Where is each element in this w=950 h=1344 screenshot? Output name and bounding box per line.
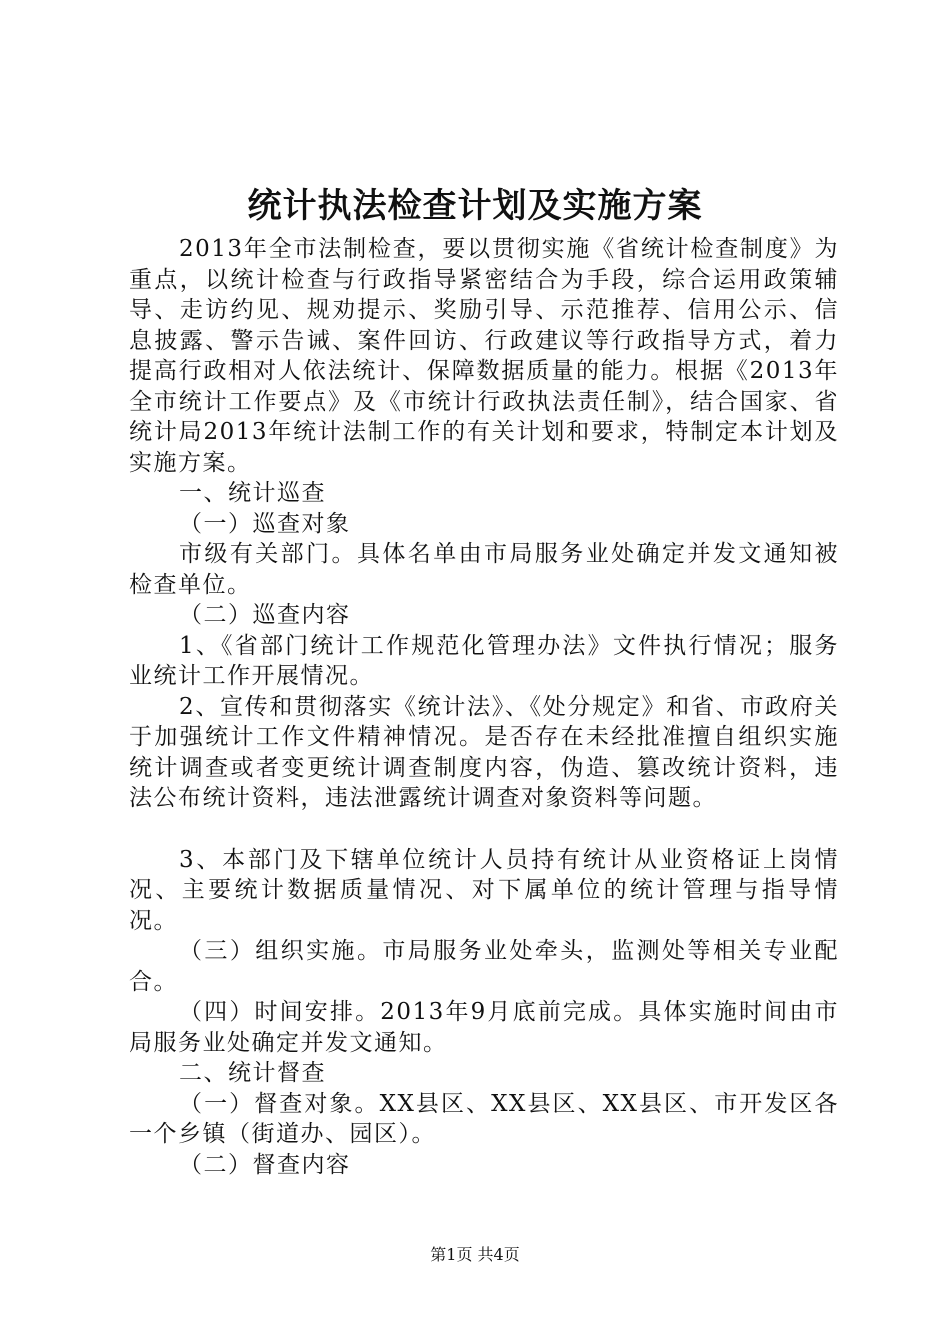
body-paragraph: 市级有关部门。具体名单由市局服务业处确定并发文通知被检查单位。 [129,541,839,598]
subsection-heading: （二）巡查内容 [179,602,351,628]
page-number-footer: 第1页 共4页 [430,1245,520,1264]
document-title: 统计执法检查计划及实施方案 [247,186,703,226]
subsection-heading: （二）督查内容 [179,1151,351,1178]
document-body [129,234,839,1180]
body-paragraph: （四）时间安排。2013年9月底前完成。具体实施时间由市局服务业处确定并发文通知。 [129,999,839,1056]
body-paragraph: （一）督查对象。XX县区、XX县区、XX县区、市开发区各一个乡镇（街道办、园区）。 [129,1090,839,1147]
subsection-heading: （一）巡查对象 [179,510,351,537]
intro-paragraph: 2013年全市法制检查，要以贯彻实施《省统计检查制度》为重点，以统计检查与行政指导紧密结合为手段，综合运用政策辅导、走访约见、规劝提示、奖励引导、示范推荐、信用公示、信息披露、警示告诫、案件回访、行政建议等行政指导方式，着力提高行政相对人依法统计、保障数据质量的能力。根据《2013年全市统计工作要点》及《市统计行政执法责任制》，结合国家、省统计局2013年统计法制工作的有关计划和要求，特制定本计划及实施方案。 [129,236,839,476]
list-item: 3、本部门及下辖单位统计人员持有统计从业资格证上岗情况、主要统计数据质量情况、对下属单位的统计管理与指导情况。 [129,846,839,934]
section-heading-2: 二、统计督查 [179,1060,326,1086]
list-item: 2、宣传和贯彻落实《统计法》、《处分规定》和省、市政府关于加强统计工作文件精神情况。是否存在未经批准擅自组织实施统计调查或者变更统计调查制度内容，伪造、篡改统计资料，违法公布统计资料，违法泄露统计调查对象资料等问题。 [129,693,839,811]
section-heading-1: 一、统计巡查 [179,480,326,506]
list-item: 1、《省部门统计工作规范化管理办法》文件执行情况；服务业统计工作开展情况。 [129,632,839,689]
body-paragraph: （三）组织实施。市局服务业处牵头，监测处等相关专业配合。 [129,938,839,995]
paragraph-spacer [129,814,839,845]
